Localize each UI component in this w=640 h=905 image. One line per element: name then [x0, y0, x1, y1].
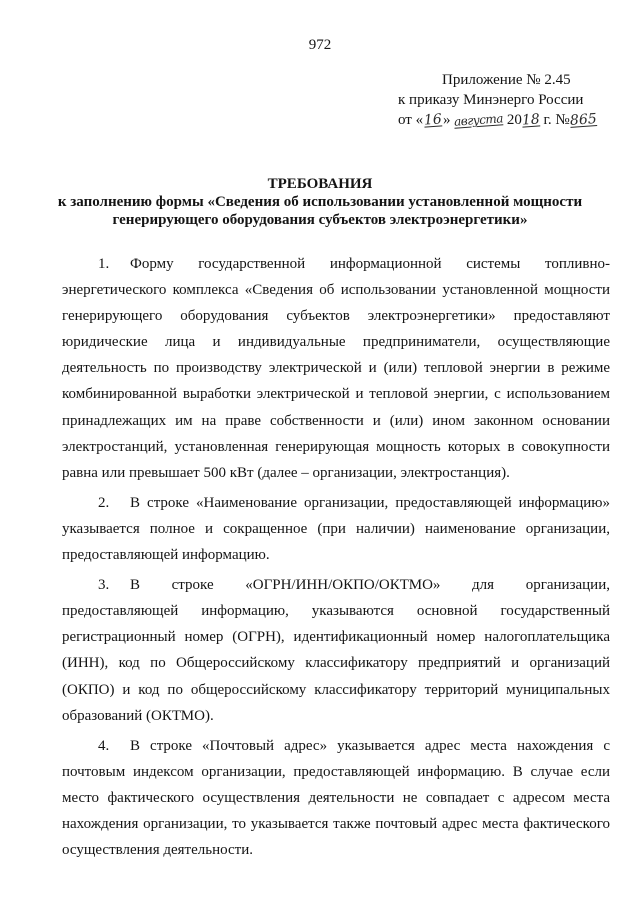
paragraph-text: Форму государственной информационной системы топливно-энергетического комплекса «Сведения об использовании установленной мощности генерирующего оборудования субъектов электроэнергетики» предоставляют юридические лица и индивидуальные предприниматели, осуществляющие деятельность по производству электрической и (или) тепловой энергии в режиме комбинированной выработки электрической и тепловой энергии, с использованием принадлежащих им на праве собственности и (или) ином законном основании электростанций, установленная генерирующая мощность которых в совокупности равна или превышает 500 кВт (далее – организации, электростанция).: [62, 256, 610, 481]
paragraph: [62, 490, 610, 568]
handwritten-order-number: 865: [569, 111, 597, 129]
annex-title: Приложение № 2.45: [442, 72, 571, 88]
number-prefix: г. №: [539, 112, 570, 128]
year-prefix: 20: [503, 112, 522, 128]
document-subtitle-line-1: к заполнению формы «Сведения об использовании установленной мощности: [57, 194, 583, 210]
document-body: [62, 251, 610, 863]
annex-date-line: [398, 110, 596, 130]
paragraph-text: В строке «ОГРН/ИНН/ОКПО/ОКТМО» для организации, предоставляющей информацию, указываются основной государственный регистрационный номер (ОГРН), идентификационный номер налогоплательщика (ИНН), код по Общероссийскому классификатору предприятий и организаций (ОКПО) и код по общероссийскому классификатору территорий муниципальных образований (ОКТМО).: [62, 577, 610, 724]
paragraph-number: 3.: [98, 577, 110, 594]
handwritten-year: 18: [521, 111, 541, 129]
date-mid: »: [442, 112, 455, 128]
paragraph: [62, 572, 610, 729]
document-subtitle-line-2: генерирующего оборудования субъектов электроэнергетики»: [112, 212, 528, 228]
paragraph-number: 1.: [98, 256, 110, 272]
paragraph: [62, 733, 610, 863]
paragraph-number: 4.: [98, 737, 110, 754]
paragraph: [62, 251, 610, 486]
page-number: 972: [308, 37, 332, 53]
handwritten-month: августа: [453, 111, 504, 129]
document-title: ТРЕБОВАНИЯ: [267, 176, 373, 192]
annex-block: [398, 70, 596, 130]
handwritten-day: 16: [423, 111, 443, 129]
annex-order-ref: к приказу Минэнерго России: [398, 92, 584, 108]
paragraph-text: В строке «Наименование организации, предоставляющей информацию» указывается полное и сокращенное (при наличии) наименование организации, предоставляющей информацию.: [62, 494, 610, 564]
date-prefix: от «: [398, 112, 424, 128]
paragraph-text: В строке «Почтовый адрес» указывается адрес места нахождения с почтовым индексом организации, предоставляющей информацию. В случае если место фактического осуществления деятельности не совпадает с адресом места нахождения организации, то указывается также почтовый адрес места фактического осуществления деятельности.: [62, 737, 610, 859]
paragraph-number: 2.: [98, 494, 110, 511]
